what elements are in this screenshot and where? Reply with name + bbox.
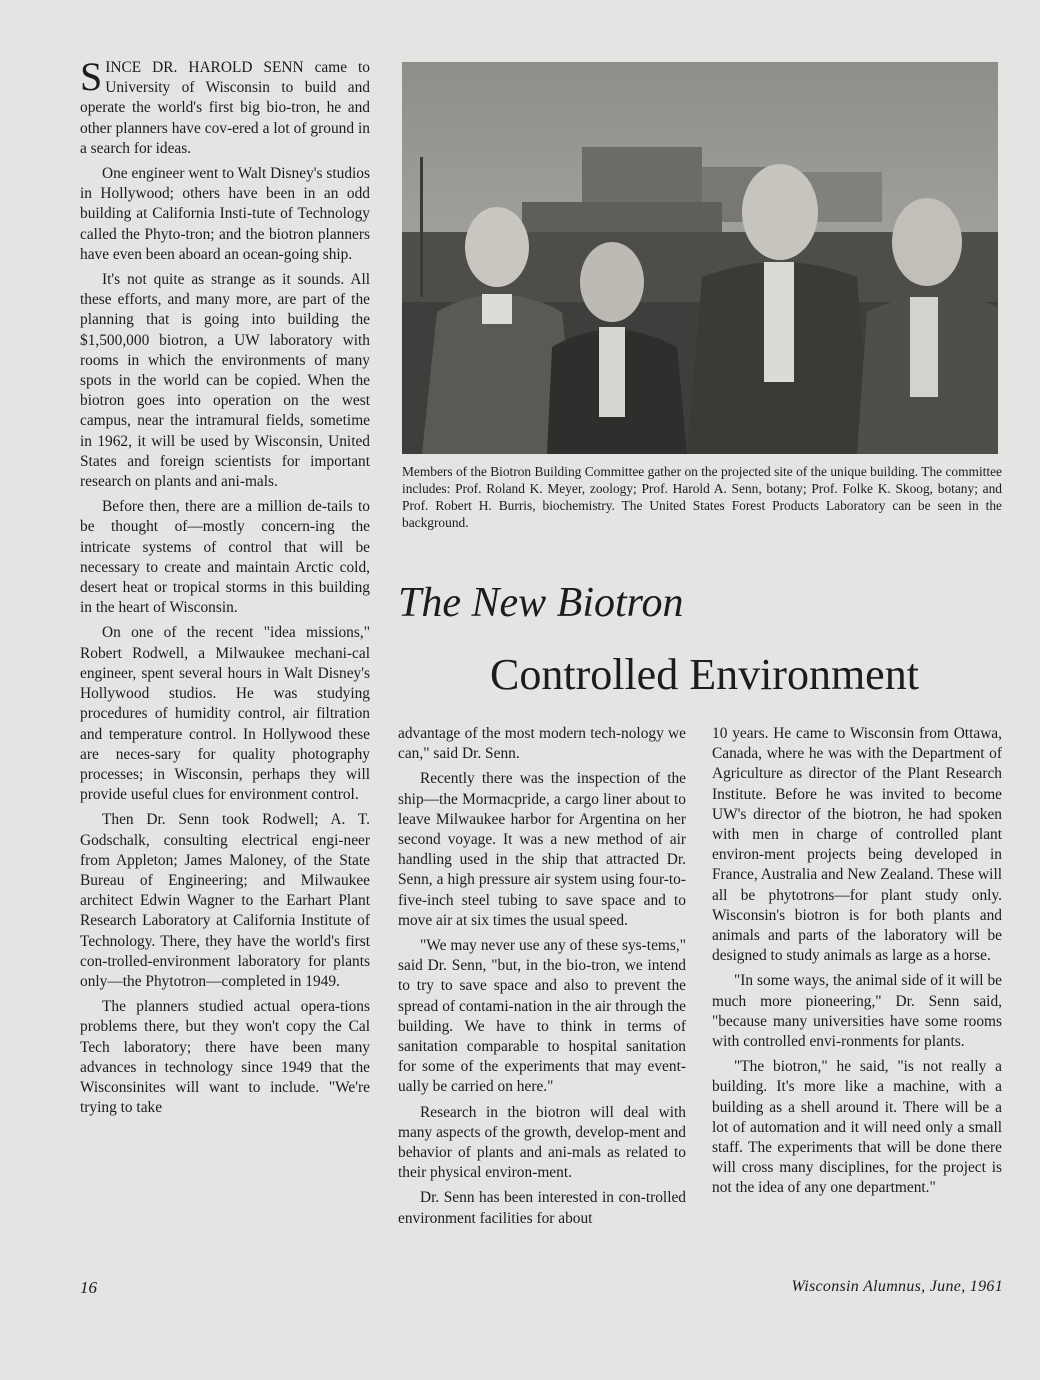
committee-photo	[402, 62, 998, 454]
article-kicker: The New Biotron	[398, 580, 684, 626]
paragraph-text: INCE DR. HAROLD SENN came to University of Wisconsin to build and operate the world's first big bio-tron, he and other planners have cov-ered a lot of ground in a search for ideas.	[80, 59, 370, 157]
article-column-2	[398, 724, 686, 1234]
paragraph: Then Dr. Senn took Rodwell; A. T. Godschalk, consulting electrical engi-neer from Appleton; James Maloney, of the State Bureau of Engineering; and Milwaukee architect Edwin Wagner to the Earhart Plant Research Laboratory at California Institute of Technology. There, they have the world's first con-trolled-environment laboratory for plants only—the Phytotron—completed in 1949.	[80, 811, 370, 990]
page-number: 16	[80, 1278, 97, 1297]
paragraph: On one of the recent "idea missions," Robert Rodwell, a Milwaukee mechani-cal engineer, spent several hours in Walt Disney's Hollywood studios. He was studying procedures of humidity control, air filtration and temperature control. In Hollywood these are neces-sary for quality photography processes; in Wisconsin, perhaps they will provide useful clues for environment control.	[80, 624, 370, 804]
paragraph: Before then, there are a million de-tails to be thought of—mostly concern-ing the intricate systems of control that will be necessary to create and maintain Arctic cold, desert heat or tropical storms in this building in the heart of Wisconsin.	[80, 498, 370, 617]
article-title: Controlled Environment	[490, 650, 919, 699]
article-column-1	[80, 54, 370, 1123]
paragraph: Research in the biotron will deal with many aspects of the growth, develop-ment and behavior of plants and ani-mals as related to their physical environ-ment.	[398, 1103, 686, 1182]
paragraph: Dr. Senn has been interested in con-trolled environment facilities for about	[398, 1189, 686, 1227]
photo-caption: Members of the Biotron Building Committee gather on the projected site of the unique building. The committee includes: Prof. Roland K. Meyer, zoology; Prof. Harold A. Senn, botany; Prof. Folke K. Skoog, botany; and Prof. Robert H. Burris, biochemistry. The United States Forest Products Laboratory can be seen in the background.	[402, 464, 1002, 530]
paragraph: "We may never use any of these sys-tems," said Dr. Senn, "but, in the bio-tron, we intend to try to save space and also to prevent the spread of contami-nation in the air through the building. We have to think in terms of sanitation comparable to hospital sanitation for some of the experiments that may event-ually be carried on here."	[398, 937, 686, 1096]
paragraph: advantage of the most modern tech-nology we can," said Dr. Senn.	[398, 725, 686, 763]
article-column-3	[712, 724, 1002, 1204]
drop-cap: S	[80, 54, 103, 99]
paragraph: Recently there was the inspection of the ship—the Mormacpride, a cargo liner about to leave Milwaukee harbor for Argentina on her second voyage. It was a new method of air handling used in the ship that attracted Dr. Senn, a high pressure air system using four-to-five-inch steel tubing to save space and to move air at six times the usual speed.	[398, 770, 686, 929]
paragraph: 10 years. He came to Wisconsin from Ottawa, Canada, where he was with the Department of Agriculture as director of the Plant Research Institute. Before he was invited to become UW's director of the biotron, he had spoken with men in charge of controlled plant environ-ment projects being developed in France, Australia and New Zealand. These will all be phytotrons—for plant study only. Wisconsin's biotron is for both plants and animals and parts of the laboratory will be designed to study animals as large as a horse.	[712, 725, 1002, 965]
paragraph: "In some ways, the animal side of it will be much more pioneering," Dr. Senn said, "because many universities have some rooms with controlled envi-ronments for plants.	[712, 972, 1002, 1051]
paragraph: It's not quite as strange as it sounds. All these efforts, and many more, are part of the planning that is going into building the $1,500,000 biotron, a UW laboratory with rooms in which the environments of many spots in the world can be copied. When the biotron goes into operation on the west campus, near the intramural fields, sometime in 1962, it will be used by Wisconsin, United States and foreign scientists for important research on plants and ani-mals.	[80, 271, 370, 491]
paragraph: "The biotron," he said, "is not really a building. It's more like a machine, with a building as a shell around it. There will be a lot of automation and it will need only a small staff. The experiments that will be done there will cross many disciplines, for the project is not the idea of any one department."	[712, 1058, 1002, 1197]
paragraph	[80, 54, 370, 159]
paragraph: The planners studied actual opera-tions problems there, but they won't copy the Cal Tech laboratory; there have been many advances in technology since 1949 that the Wisconsinites will want to include. "We're trying to take	[80, 998, 370, 1117]
publication-footer: Wisconsin Alumnus, June, 1961	[791, 1278, 1003, 1295]
paragraph: One engineer went to Walt Disney's studios in Hollywood; others have been in an odd building at California Insti-tute of Technology called the Phyto-tron; and the biotron planners have even been aboard an ocean-going ship.	[80, 165, 370, 263]
